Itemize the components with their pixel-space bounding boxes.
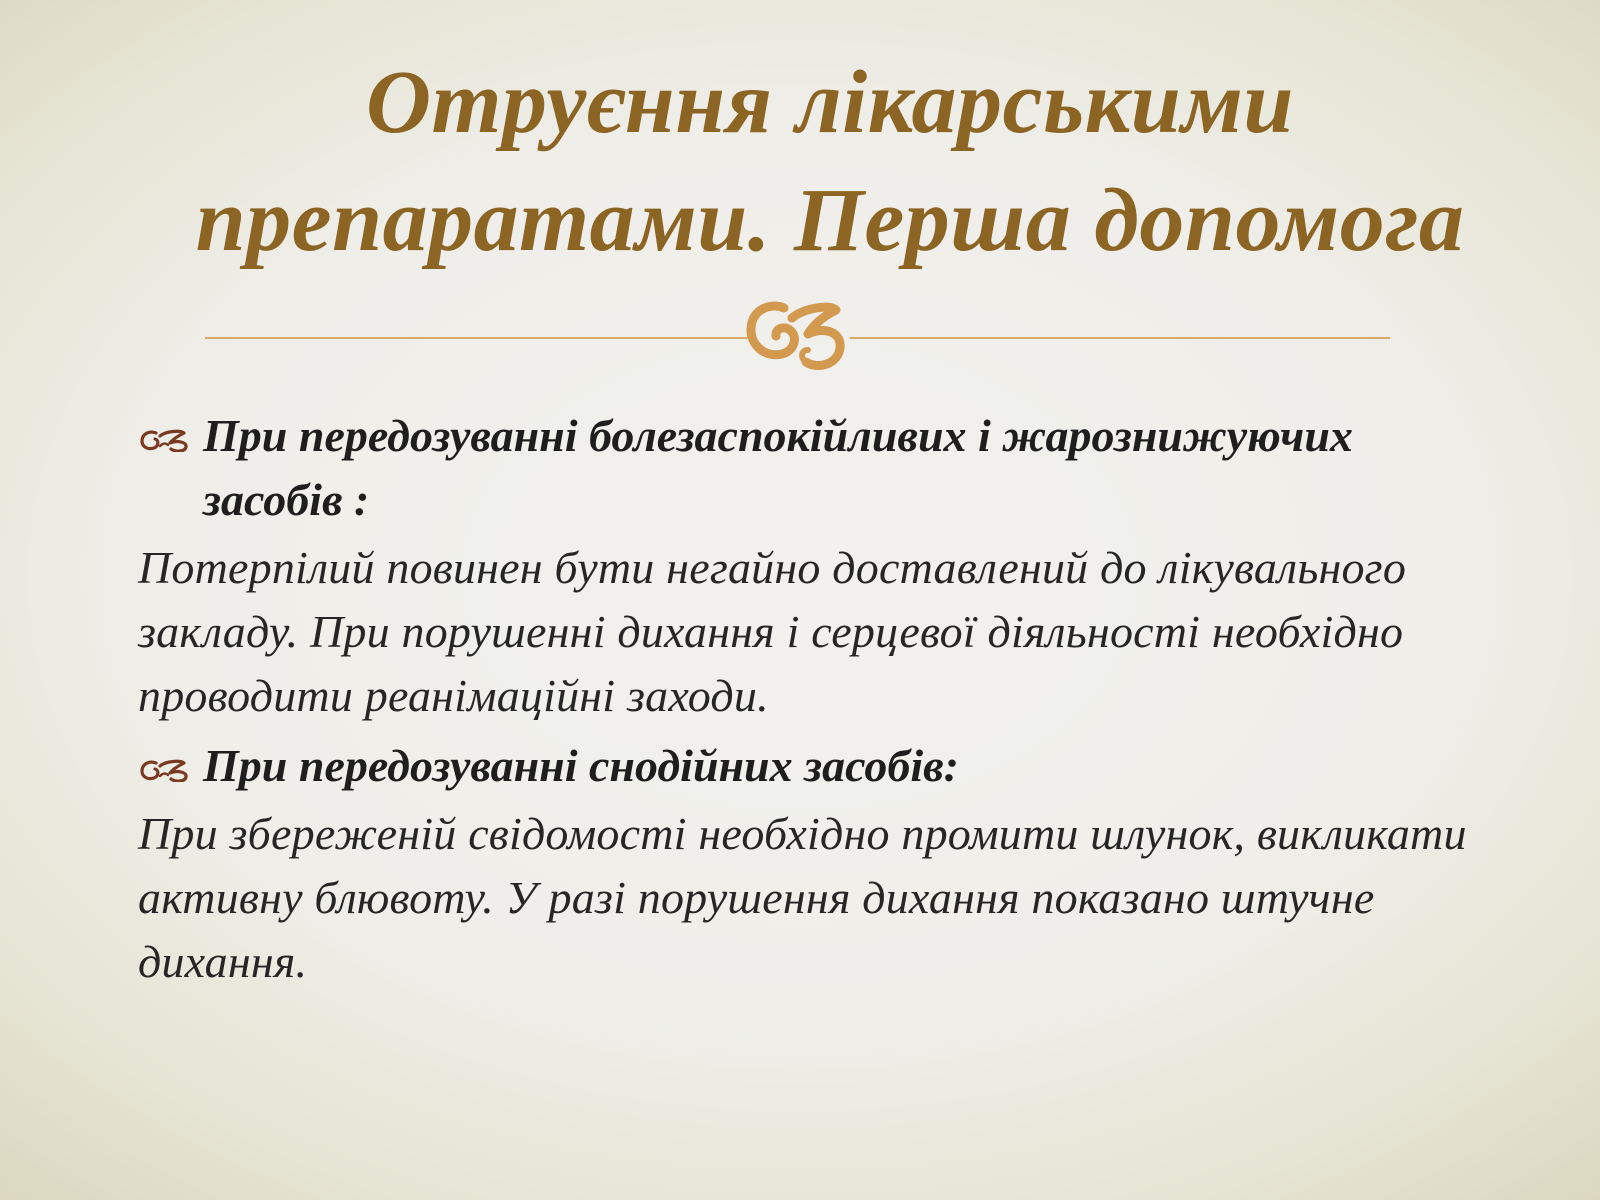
divider-right [850, 337, 1390, 339]
bullet-heading-text: При передозуванні снодійних засобів: [203, 740, 959, 791]
bullet-heading-text: При передозуванні болезаспокійливих і жарознижуючих засобів : [203, 410, 1353, 525]
divider-left [205, 337, 750, 339]
bullet-heading-1 [138, 404, 1478, 532]
swirl-bullet-icon [140, 428, 192, 452]
swirl-bullet-icon [140, 758, 192, 782]
body-text-2: При збереженій свідомості необхідно промити шлунок, викликати активну блювоту. У разі порушення дихання показано штучне дихання. [138, 808, 1467, 987]
swirl-ornament-icon [744, 288, 856, 378]
body-text-1: Потерпілий повинен бути негайно доставлений до лікувального закладу. При порушенні дихання і серцевої діяльності необхідно проводити реанімаційні заходи. [138, 542, 1407, 721]
bullet-heading-2 [138, 734, 1478, 798]
content-area [138, 404, 1478, 1000]
slide-title: Отруєння лікарськими препаратами. Перша допомога [195, 53, 1465, 270]
